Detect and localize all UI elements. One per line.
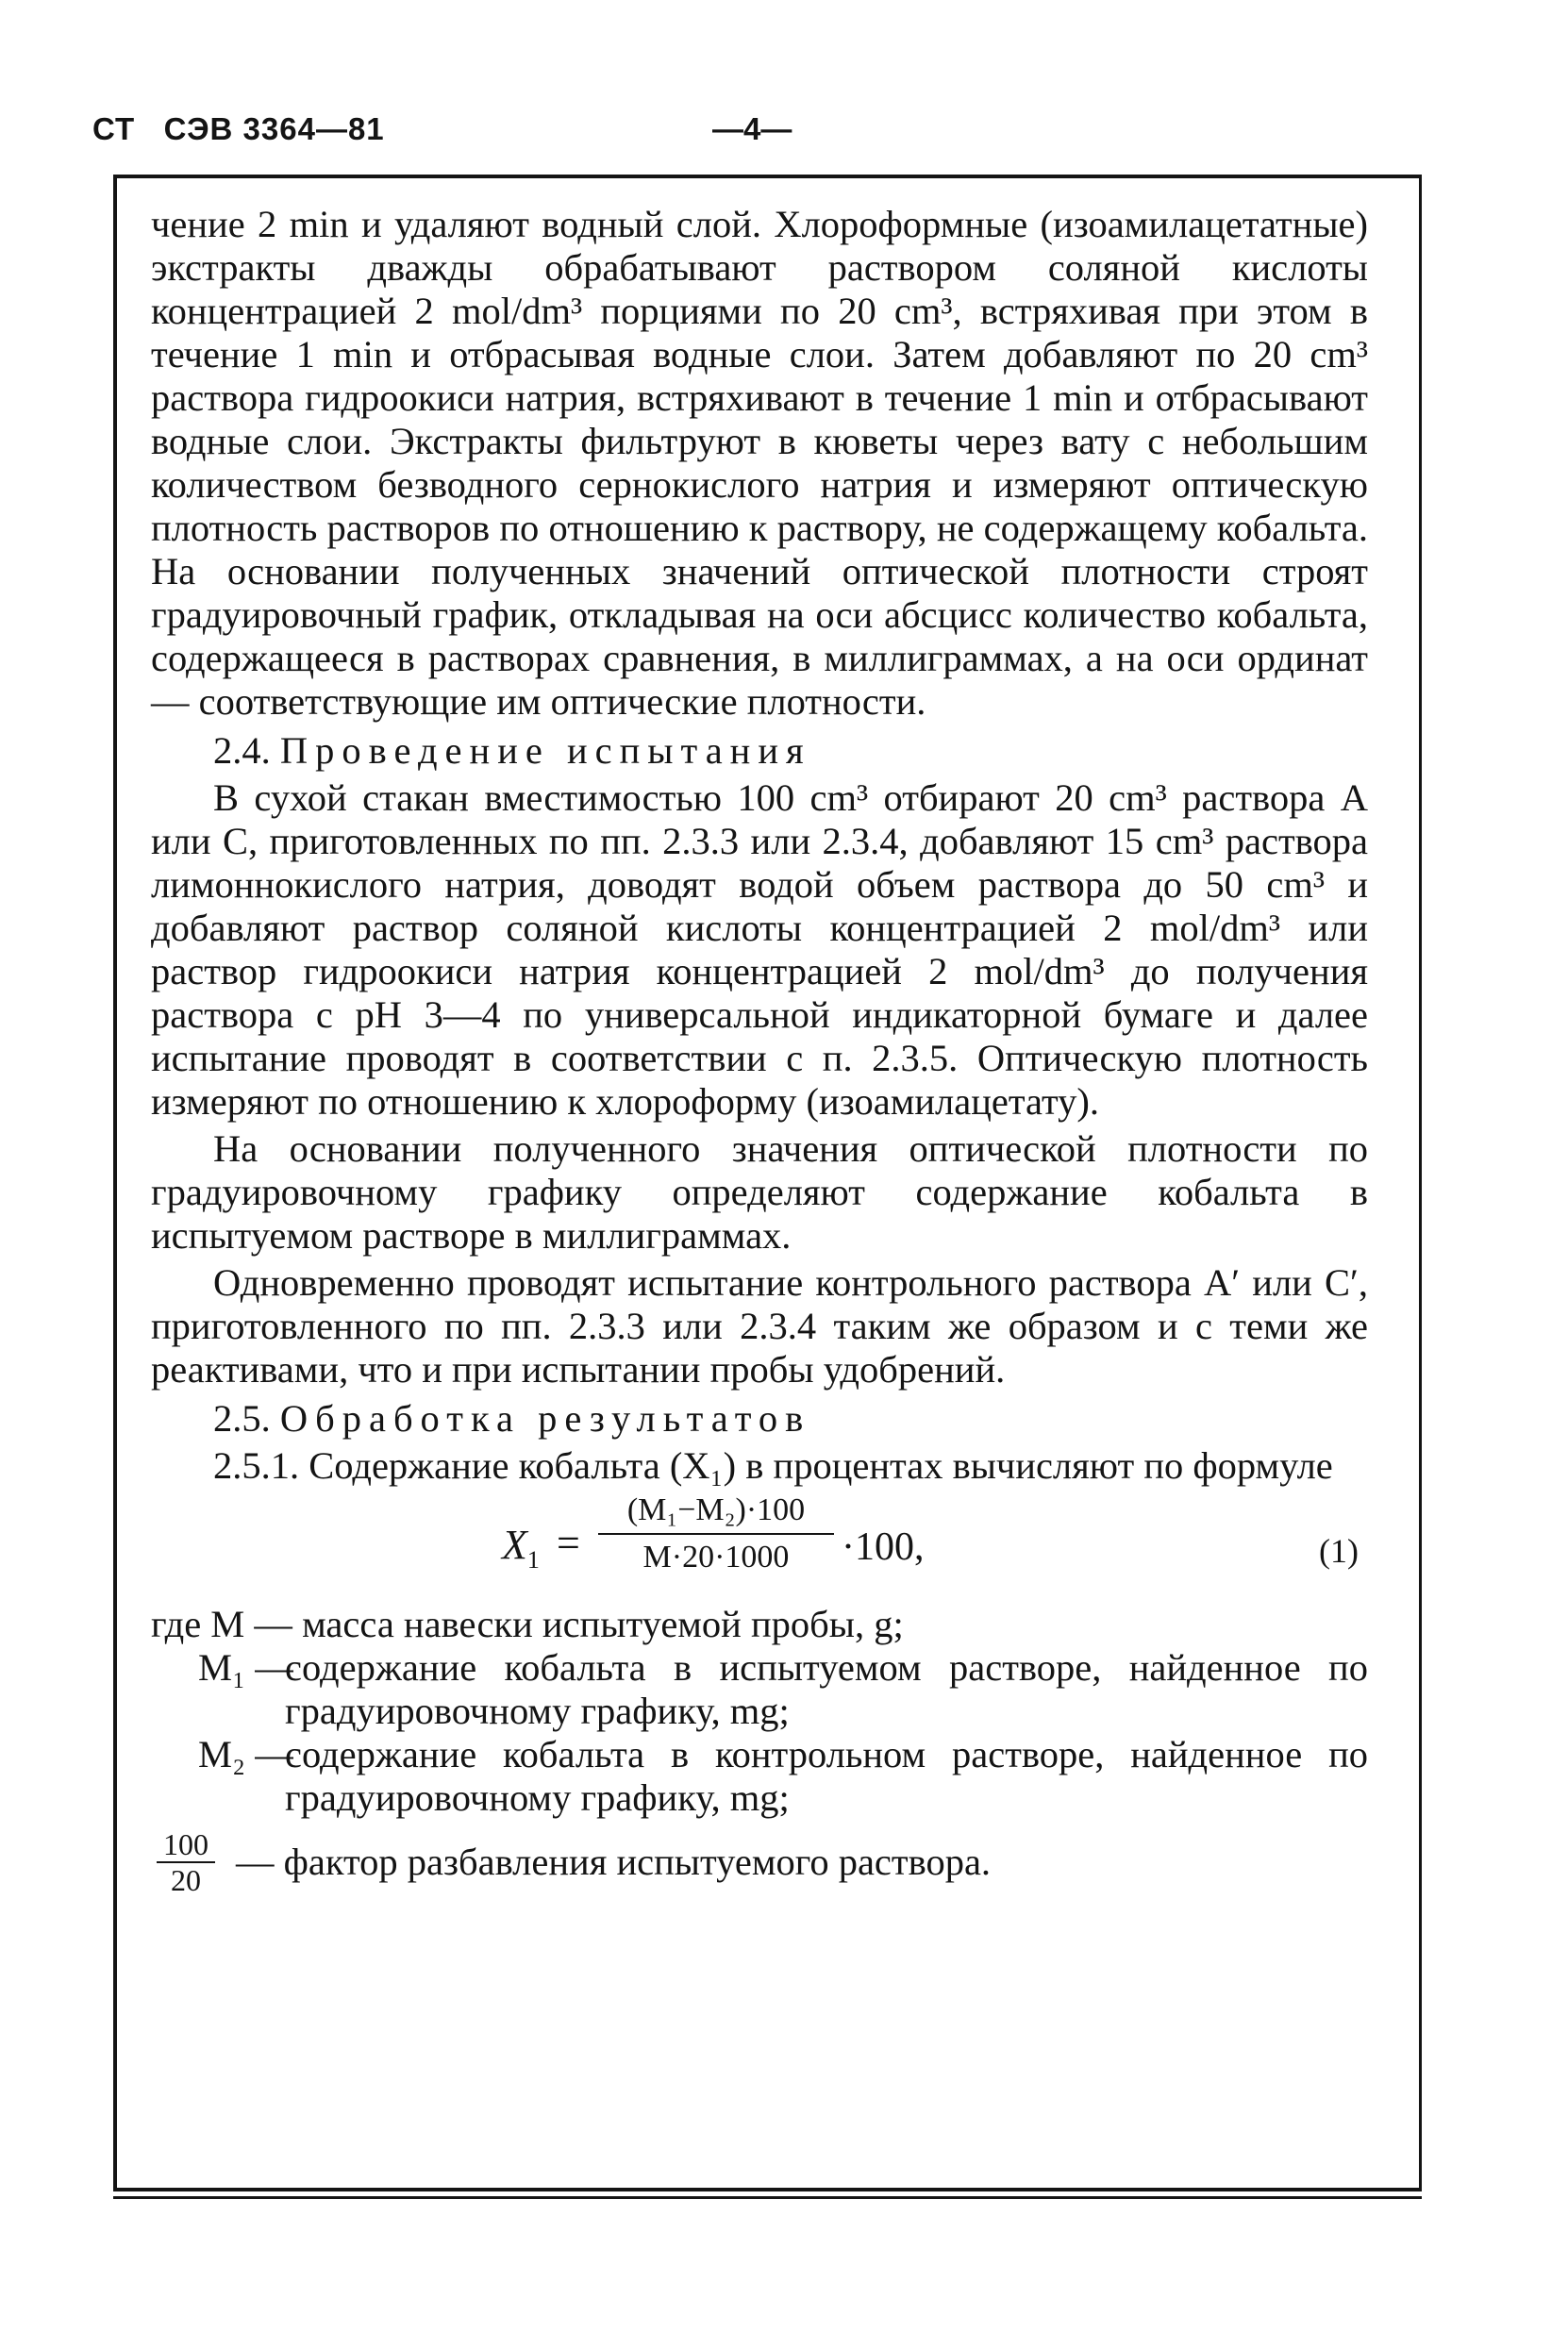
section-heading-2-5 [151, 1397, 1368, 1441]
definition-item [151, 1827, 1368, 1897]
dilution-numerator: 100 [157, 1827, 215, 1863]
definition-text: содержание кобальта в контрольном растворе, найденное по градуировочному графику, mg; [285, 1733, 1368, 1819]
paragraph-determination: На основании полученного значения оптической плотности по градуировочному графику определяют содержание кобальта в испытуемом растворе в миллиграммах. [151, 1127, 1368, 1257]
definition-text: содержание кобальта в испытуемом растворе, найденное по градуировочному графику, mg; [285, 1646, 1368, 1732]
standard-designation: СТ СЭВ 3364—81 [92, 111, 385, 146]
definition-item [151, 1733, 1368, 1820]
formula-rhs: ·100, [842, 1525, 925, 1569]
paragraph-test-procedure: В сухой стакан вместимостью 100 cm³ отбирают 20 cm³ раствора А или С, приготовленных по пп. 2.3.3 или 2.3.4, добавляют 15 cm³ раствора лимоннокислого натрия, доводят водой объем раствора до 50 cm³ и добавляют раствор соляной кислоты концентрацией 2 mol/dm³ или раствор гидроокиси натрия концентрацией 2 mol/dm³ до получения раствора с pH 3—4 по универсальной индикаторной бумаге и далее испытание проводят в соответствии с п. 2.3.5. Оптическую плотность измеряют по отношению к хлороформу (изоамилацетату). [151, 776, 1368, 1123]
formula-number: (1) [1319, 1532, 1359, 1570]
section-number: 2.5. [213, 1397, 271, 1440]
dilution-fraction [157, 1827, 215, 1897]
definitions-list [151, 1603, 1368, 1897]
definition-item [151, 1646, 1368, 1733]
section-title: Проведение испытания [279, 729, 811, 772]
definition-symbol: M₂ — [198, 1733, 303, 1775]
definition-text: — фактор разбавления испытуемого раствора. [236, 1841, 992, 1883]
formula-1 [151, 1491, 1368, 1597]
definition-text: масса навески испытуемой пробы, g; [302, 1603, 904, 1645]
paragraph-control-test: Одновременно проводят испытание контрольного раствора А′ или С′, приготовленного по пп. 2.3.3 или 2.3.4 таким же образом и с теми же реактивами, что и при испытании пробы удобрений. [151, 1261, 1368, 1391]
definition-symbol: где M — [151, 1603, 303, 1645]
paragraph-calibration: чение 2 min и удаляют водный слой. Хлороформные (изоамилацетатные) экстракты дважды обрабатывают раствором соляной кислоты концентрацией 2 mol/dm³ порциями по 20 cm³, встряхивая при этом в течение 1 min и отбрасывая водные слои. Затем добавляют по 20 cm³ раствора гидроокиси натрия, встряхивают в течение 1 min и отбрасывают водные слои. Экстракты фильтруют в кюветы через вату с небольшим количеством безводного сернокислого натрия и измеряют оптическую плотность растворов по отношению к раствору, не содержащему кобальта. На основании полученных значений оптической плотности строят градуировочный график, откладывая на оси абсцисс количество кобальта, содержащееся в растворах сравнения, в миллиграммах, а на оси ординат — соответствующие им оптические плотности. [151, 203, 1368, 723]
formula-fraction [598, 1491, 834, 1576]
formula-lhs: $X_1$ [502, 1522, 540, 1574]
formula-numerator: (M₁−M₂)·100 [598, 1491, 834, 1535]
frame-bottom-rule [113, 2196, 1422, 2199]
section-title: Обработка результатов [279, 1397, 811, 1440]
section-number: 2.4. [213, 729, 271, 772]
formula-denominator: M·20·1000 [642, 1540, 790, 1575]
formula-equals: = [557, 1520, 580, 1566]
definition-symbol: M₁ — [198, 1646, 303, 1689]
page-number: —4— [712, 111, 792, 146]
page-header [0, 111, 1568, 158]
paragraph-formula-intro: 2.5.1. Содержание кобальта (X₁) в процентах вычисляют по формуле [213, 1444, 1333, 1487]
definition-item [151, 1603, 1368, 1646]
section-heading-2-4 [151, 729, 1368, 773]
dilution-denominator: 20 [171, 1863, 201, 1897]
page-body [151, 203, 1368, 1897]
